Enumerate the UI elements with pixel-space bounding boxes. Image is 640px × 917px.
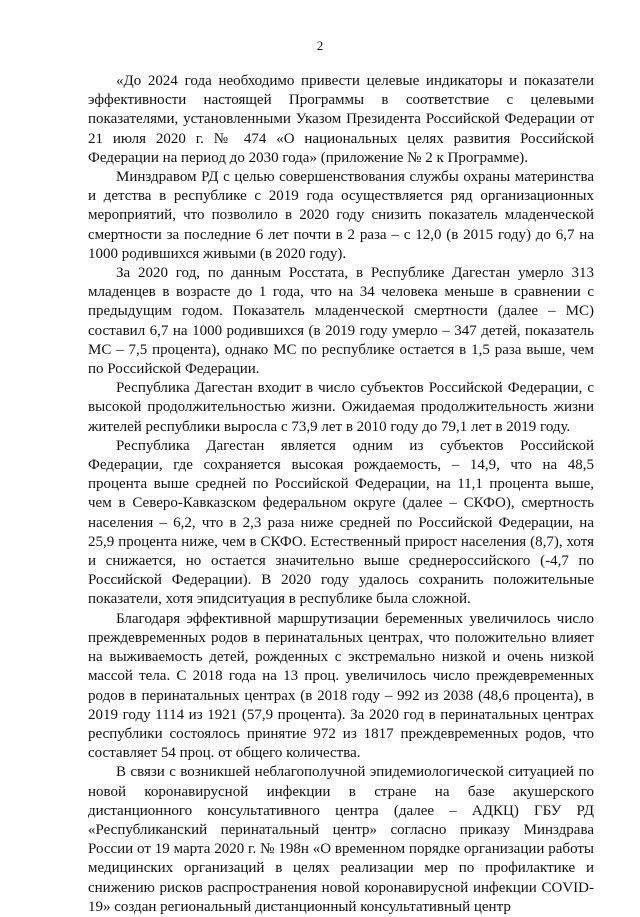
paragraph: В связи с возникшей неблагополучной эпидемиологической ситуацией по новой коронавирусной инфекции в стране на базе акушерского дистанционного консультативного центра (далее – АДКЦ) ГБУ РД «Республиканский перинатальный центр» согласно приказу Минздрава России от 19 марта 2020 г. № 198н «О временном порядке организации работы медицинских организаций в целях реализации мер по профилактике и снижению рисков распространения новой коронавирусной инфекции COVID-19» создан региональный дистанционный консультативный центр [88, 764, 594, 915]
paragraph: За 2020 год, по данным Росстата, в Республике Дагестан умерло 313 младенцев в возрасте до 1 года, что на 34 человека меньше в сравнении с предыдущим годом. Показатель младенческой смертности (далее – МС) составил 6,7 на 1000 родившихся (в 2019 году умерло – 347 детей, показатель МС – 7,5 процента), однако МС по республике остается в 1,5 раза выше, чем по Российской Федерации. [88, 265, 594, 378]
paragraph: Республика Дагестан является одним из субъектов Российской Федерации, где сохраняется высокая рождаемость, – 14,9, что на 48,5 процента выше средней по Российской Федерации, на 11,1 процента выше, чем в Северо-Кавказском федеральном округе (далее – СКФО), смертность населения – 6,2, что в 2,3 раза ниже средней по Российской Федерации, на 25,9 процента ниже, чем в СКФО. Естественный прирост населения (8,7), хотя и снижается, но остается значительно выше среднероссийского (-4,7 по Российской Федерации). В 2020 году удалось сохранить положительные показатели, хотя эпидситуация в республике была сложной. [88, 437, 594, 608]
paragraph: Минздравом РД с целью совершенствования службы охраны материнства и детства в республике с 2019 года осуществляется ряд организационных мероприятий, что позволило в 2020 году снизить показатель младенческой смертности за последние 6 лет почти в 2 раза – с 12,0 (в 2015 году) до 6,7 на 1000 родившихся живыми (в 2020 году). [88, 169, 594, 262]
paragraph: Республика Дагестан входит в число субъектов Российской Федерации, с высокой продолжительностью жизни. Ожидаемая продолжительность жизни жителей республики выросла с 73,9 лет в 2010 году до 79,1 лет в 2019 году. [88, 380, 594, 435]
paragraph: «До 2024 года необходимо привести целевые индикаторы и показатели эффективности настоящей Программы в соответствие с целевыми показателями, установленными Указом Президента Российской Федерации от 21 июля 2020 г. № 474 «О национальных целях развития Российской Федерации на период до 2030 года» (приложение № 2 к Программе). [88, 73, 594, 166]
page-number: 2 [316, 38, 324, 53]
document-body [88, 72, 594, 917]
paragraph: Благодаря эффективной маршрутизации беременных увеличилось число преждевременных родов в перинатальных центрах, что положительно влияет на выживаемость детей, рожденных с экстремально низкой и очень низкой массой тела. С 2018 года на 13 проц. увеличилось число преждевременных родов в перинатальных центрах (в 2018 году – 992 из 2038 (48,6 процента), в 2019 году 1114 из 1921 (57,9 процента). За 2020 год в перинатальных центрах республики состоялось принятие 972 из 1817 преждевременных родов, что составляет 54 проц. от общего количества. [88, 610, 594, 762]
